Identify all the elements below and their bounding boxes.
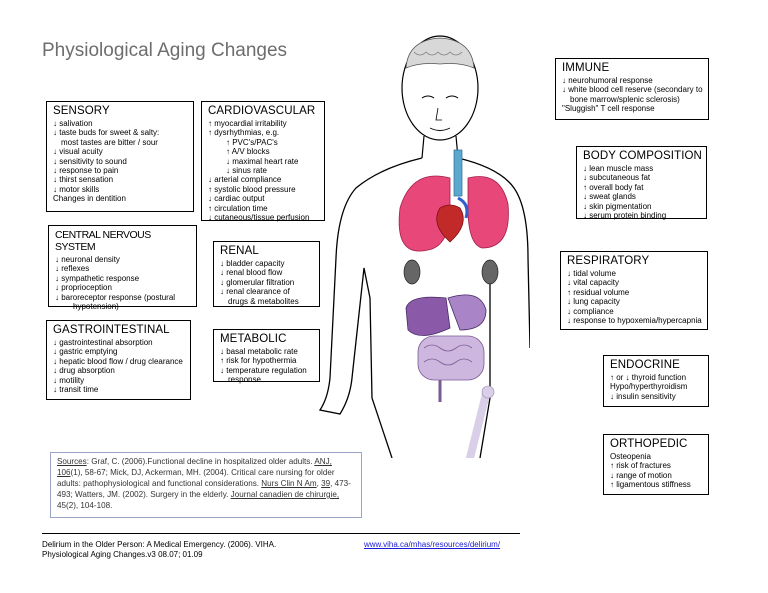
list-item: ↑ systolic blood pressure — [208, 184, 296, 194]
list-item: ↓ thirst sensation — [53, 175, 114, 185]
renal-box — [213, 241, 320, 307]
list-item: ↓ drug absorption — [53, 366, 115, 376]
footer-citation — [42, 540, 276, 560]
list-item: ↓ gastrointestinal absorption — [53, 338, 153, 347]
renal-heading: RENAL — [220, 245, 259, 257]
list-item: ↓ insulin sensitivity — [610, 391, 676, 401]
list-item: ↓ cardiac output — [208, 194, 265, 204]
immune-heading: IMMUNE — [562, 62, 610, 74]
list-item: ↓ baroreceptor response (postural — [55, 292, 176, 302]
page-title: Physiological Aging Changes — [42, 40, 288, 61]
list-item: ↓ renal blood flow — [220, 268, 283, 278]
list-item: ↓ neurohumoral response — [562, 76, 653, 85]
cns-box — [48, 225, 197, 312]
orthopedic-box — [603, 434, 709, 495]
list-item: ↓ lung capacity — [567, 297, 620, 307]
journal-canadien: Journal canadien de chirurgie, — [230, 490, 340, 499]
list-item: ↓ bladder capacity — [220, 259, 285, 268]
sensory-box — [46, 101, 194, 212]
list-item: ↓ response to pain — [53, 166, 119, 176]
list-item: ↓ serum protein binding — [583, 211, 667, 221]
respiratory-box — [560, 251, 708, 330]
cns-heading: CENTRAL NERVOUS SYSTEM — [55, 229, 151, 253]
journal-nurs-clin: Nurs Clin N Am — [261, 479, 317, 488]
list-item: ↑ A/V blocks — [226, 147, 270, 157]
list-item: ↑ risk of fractures — [610, 461, 671, 471]
sensory-heading: SENSORY — [53, 105, 110, 117]
sources-box — [50, 452, 362, 518]
list-item: ↓ vital capacity — [567, 278, 620, 288]
sources-text: (1), 58-67; Mick, DJ, Ackerman, MH. (2004). Critical care nursing for older adults: pathophysiological and functional considerations. — [57, 468, 335, 488]
orthopedic-heading: ORTHOPEDIC — [610, 438, 688, 450]
sources-text: : Graf, C. (2006).Functional decline in hospitalized older adults. — [86, 457, 315, 466]
list-item: ↓ range of motion — [610, 470, 672, 480]
sources-text: , 473-493; Watters, JM. (2002). Surgery in the elderly. — [57, 479, 351, 499]
list-item: ↓ proprioception — [55, 283, 112, 293]
list-item: ↓ cutaneous/tissue perfusion — [208, 213, 310, 223]
list-item: ↓ maximal heart rate — [226, 156, 299, 166]
list-item: response — [228, 375, 261, 385]
list-item: ↓ transit time — [53, 385, 99, 395]
list-item: hypotension) — [73, 302, 119, 312]
list-item: ↓ motility — [53, 375, 85, 385]
list-item: Changes in dentition — [53, 194, 126, 204]
list-item: bone marrow/splenic sclerosis) — [570, 94, 680, 104]
list-item: ↓ motor skills — [53, 184, 100, 194]
list-item: ↑ ligamentous stiffness — [610, 480, 691, 490]
metabolic-heading: METABOLIC — [220, 333, 287, 345]
list-item: ↑ residual volume — [567, 287, 630, 297]
list-item: ↓ subcutaneous fat — [583, 173, 651, 183]
footer-line-2: Physiological Aging Changes.v3 08.07; 01.09 — [42, 550, 203, 559]
body-composition-box — [576, 146, 707, 219]
sources-text: , — [316, 479, 322, 488]
list-item: ↓ sinus rate — [226, 166, 267, 176]
sources-text: 45(2), 104-108. — [57, 501, 113, 510]
journal-volume: 39 — [321, 479, 331, 488]
gastrointestinal-heading: GASTROINTESTINAL — [53, 324, 170, 336]
list-item: ↓ temperature regulation — [220, 365, 307, 375]
list-item: ↓ salivation — [53, 119, 93, 128]
cardiovascular-box — [201, 101, 325, 221]
list-item: ↓ skin pigmentation — [583, 201, 652, 211]
list-item: ↓ taste buds for sweet & salty: — [53, 128, 160, 138]
list-item: ↓ glomerular filtration — [220, 277, 295, 287]
list-item: ↓ neuronal density — [55, 255, 120, 264]
list-item: Hypo/hyperthyroidism — [610, 382, 688, 392]
journal-anj: ANJ, 106 — [57, 457, 332, 477]
list-item: ↓ sweat glands — [583, 192, 636, 202]
footer-link[interactable]: www.viha.ca/mhas/resources/delirium/ — [364, 540, 501, 549]
list-item: ↓ reflexes — [55, 264, 90, 274]
list-item: ↑ or ↓ thyroid function — [610, 373, 687, 382]
list-item: ↑ risk for hypothermia — [220, 356, 297, 366]
list-item: ↓ hepatic blood flow / drug clearance — [53, 356, 183, 366]
list-item: ↑ myocardial irritability — [208, 119, 287, 128]
list-item: most tastes are bitter / sour — [61, 137, 158, 147]
list-item: ↓ white blood cell reserve (secondary to — [562, 85, 703, 95]
list-item: ↓ response to hypoxemia/hypercapnia — [567, 316, 702, 326]
body-composition-heading: BODY COMPOSITION — [583, 150, 702, 162]
list-item: ↓ tidal volume — [567, 269, 616, 278]
human-body-illustration — [300, 18, 530, 458]
immune-box — [555, 58, 709, 120]
list-item: ↓ sensitivity to sound — [53, 156, 127, 166]
endocrine-heading: ENDOCRINE — [610, 359, 680, 371]
list-item: ↓ gastric emptying — [53, 347, 118, 357]
list-item: ↑ overall body fat — [583, 182, 644, 192]
list-item: Osteopenia — [610, 452, 651, 461]
cardiovascular-heading: CARDIOVASCULAR — [208, 105, 316, 117]
list-item: ↑ circulation time — [208, 203, 268, 213]
gastrointestinal-box — [46, 320, 191, 400]
list-item: ↓ visual acuity — [53, 147, 103, 157]
endocrine-box — [603, 355, 709, 407]
list-item: ↓ arterial compliance — [208, 175, 282, 185]
list-item: ↑ dysrhythmias, e.g. — [208, 128, 280, 138]
list-item: ↑ PVC's/PAC's — [226, 137, 278, 147]
metabolic-box — [213, 329, 320, 385]
list-item: ↓ lean muscle mass — [583, 164, 654, 173]
list-item: drugs & metabolites — [228, 296, 299, 306]
footer-line-1: Delirium in the Older Person: A Medical Emergency. (2006). VIHA. — [42, 540, 277, 549]
list-item: ↓ renal clearance of — [220, 287, 290, 297]
list-item: ↓ compliance — [567, 306, 614, 316]
list-item: "Sluggish" T cell response — [562, 104, 655, 114]
list-item: ↓ sympathetic response — [55, 273, 140, 283]
footer-divider — [42, 533, 520, 534]
respiratory-heading: RESPIRATORY — [567, 255, 650, 267]
sources-label: Sources — [57, 457, 87, 466]
list-item: ↓ basal metabolic rate — [220, 347, 298, 356]
